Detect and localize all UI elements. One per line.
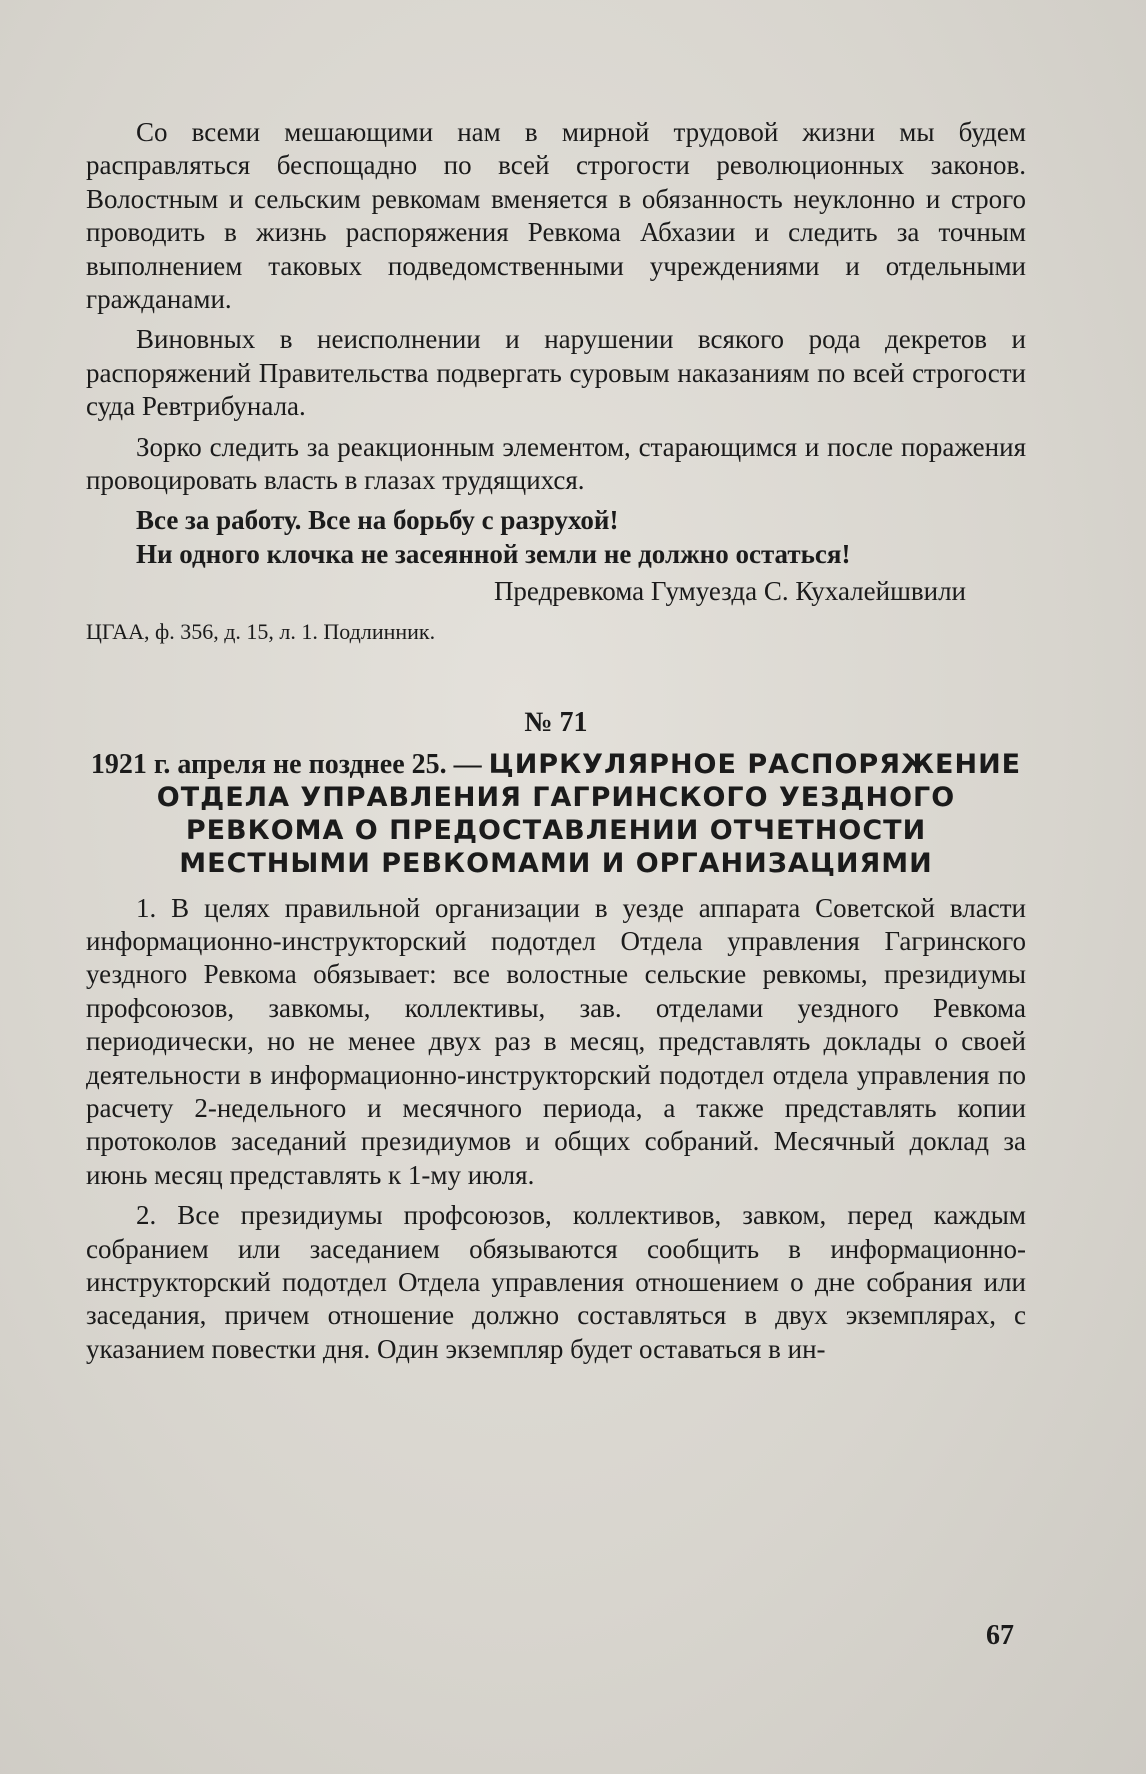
archive-reference: ЦГАА, ф. 356, д. 15, л. 1. Подлинник. bbox=[86, 618, 436, 644]
paragraph-1: Со всеми мешающими нам в мирной трудовой жизни мы будем расправляться беспощадно по всей строгости революционных законов. Волостным и сельским ревкомам вменяется в обязанность неуклонно и строго проводить в жизнь распоряжения Ревкома Абхазии и следить за точным выполнением таковых подведомственными учреждениями и отдельными гражданами. bbox=[86, 117, 1026, 315]
signature: Предревкома Гумуезда С. Кухалейшвили bbox=[493, 576, 966, 607]
document-number: № 71 bbox=[524, 707, 588, 739]
paragraph-3: Зорко следить за реакционным элементом, старающимся и после поражения провоцировать власть в глазах трудящихся. bbox=[86, 431, 1026, 496]
slogan-1: Все за работу. Все на борьбу с разрухой! bbox=[136, 505, 619, 536]
slogan-2: Ни одного клочка не засеянной земли не должно остаться! bbox=[136, 538, 851, 569]
page-number: 67 bbox=[986, 1620, 1014, 1651]
page-text bbox=[86, 116, 1026, 1373]
body-paragraph-1: 1. В целях правильной организации в уезде аппарата Советской власти информационно-инструкторский подотдел Отдела управления Гагринского уездного Ревкома обязывает: все волостные сельские ревкомы, президиумы профсоюзов, завкомы, коллективы, зав. отделами уездного Ревкома периодически, но не менее двух раз в месяц, представлять доклады о своей деятельности в информационно-инструкторский подотдел отдела управления по расчету 2-недельного и месячного периода, а также представлять копии протоколов заседаний президиумов и общих собраний. Месячный доклад за июнь месяц представлять к 1-му июля. bbox=[86, 892, 1026, 1190]
body-paragraph-2: 2. Все президиумы профсоюзов, коллективов, завком, перед каждым собранием или заседанием обязываются сообщить в информационно-инструкторский подотдел Отдела управления отношением о дне собрания или заседания, причем отношение должно составляться в двух экземплярах, с указанием повестки дня. Один экземпляр будет оставаться в ин- bbox=[86, 1200, 1026, 1364]
document-title: ЦИРКУЛЯРНОЕ РАСПОРЯЖЕНИЕ ОТДЕЛА УПРАВЛЕНИЯ ГАГРИНСКОГО УЕЗДНОГО РЕВКОМА О ПРЕДОСТАВЛЕНИИ ОТЧЕТНОСТИ МЕСТНЫМИ РЕВКОМАМИ И ОРГАНИЗАЦИЯМИ bbox=[156, 748, 1022, 879]
paragraph-2: Виновных в неисполнении и нарушении всякого рода декретов и распоряжений Правительства подвергать суровым наказаниям по всей строгости суда Ревтрибунала. bbox=[86, 324, 1026, 422]
document-date: 1921 г. апреля не позднее 25. — bbox=[90, 748, 482, 780]
document-heading bbox=[86, 748, 1026, 880]
